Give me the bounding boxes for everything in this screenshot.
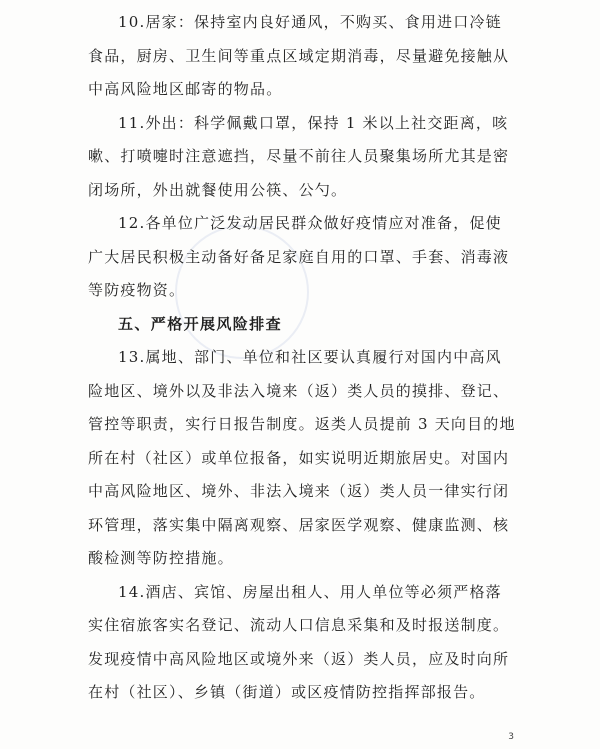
paragraph-14 [88,576,518,710]
paragraph-line: 广大居民积极主动备好备足家庭自用的口罩、手套、消毒液 [88,247,510,266]
paragraph-13 [88,341,518,576]
paragraph-line: 14.酒店、宾馆、房屋出租人、用人单位等必须严格落 [118,582,502,601]
paragraph-line: 13.属地、部门、单位和社区要认真履行对国内中高风 [118,348,502,366]
paragraph-line: 中高风险地区邮寄的物品。 [88,80,283,98]
document-body [88,6,518,710]
section-heading: 五、严格开展风险排查 [118,314,283,333]
paragraph-line: 险地区、境外以及非法入境来（返）类人员的摸排、登记、 [88,381,510,400]
paragraph-line: 闭场所，外出就餐使用公筷、公勺。 [88,180,348,199]
paragraph-line: 在村（社区）、乡镇（街道）或区疫情防控指挥部报告。 [88,683,486,701]
page-number: 3 [508,732,514,742]
paragraph-11 [88,107,518,208]
paragraph-line: 酸检测等防控措施。 [88,549,234,567]
paragraph-line: 发现疫情中高风险地区或境外来（返）类人员，应及时向所 [88,649,510,668]
paragraph-12 [88,207,518,308]
paragraph-line: 环管理，落实集中隔离观察、居家医学观察、健康监测、核 [88,515,510,534]
paragraph-line: 实住宿旅客实名登记、流动人口信息采集和及时报送制度。 [88,616,510,634]
paragraph-line: 11.外出：科学佩戴口罩，保持 1 米以上社交距离，咳 [118,113,509,132]
paragraph-10 [88,6,518,107]
paragraph-line: 中高风险地区、境外、非法入境来（返）类人员一律实行闭 [88,482,510,500]
paragraph-line: 所在村（社区）或单位报备，如实说明近期旅居史。对国内 [88,448,510,467]
paragraph-line: 10.居家：保持室内良好通风，不购买、食用进口冷链 [118,13,502,31]
paragraph-line: 12.各单位广泛发动居民群众做好疫情应对准备，促使 [118,214,502,232]
paragraph-line: 嗽、打喷嚏时注意遮挡，尽量不前往人员聚集场所尤其是密 [88,147,510,165]
paragraph-line: 等防疫物资。 [88,281,186,299]
paragraph-line: 食品，厨房、卫生间等重点区域定期消毒，尽量避免接触从 [88,46,510,65]
paragraph-line: 管控等职责，实行日报告制度。返类人员提前 3 天向目的地 [88,415,516,433]
